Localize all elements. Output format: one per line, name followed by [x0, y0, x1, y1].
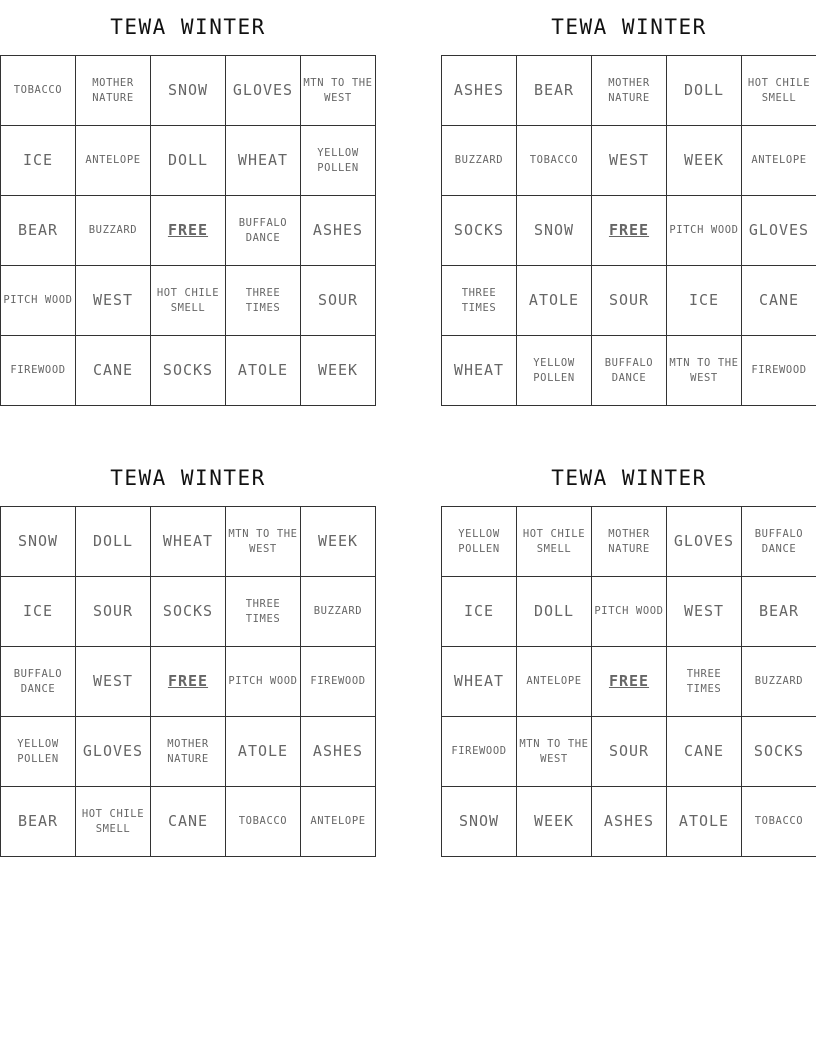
bingo-cell: BUZZARD: [76, 196, 151, 266]
bingo-cell: ICE: [667, 266, 742, 336]
bingo-card: [441, 451, 816, 857]
bingo-cell: SOCKS: [151, 336, 226, 406]
bingo-cell: BUZZARD: [442, 126, 517, 196]
bingo-row: [442, 647, 816, 717]
card-title: TEWA WINTER: [110, 466, 266, 490]
bingo-cell: ANTELOPE: [517, 647, 592, 717]
bingo-cell: ICE: [442, 577, 517, 647]
bingo-row: [442, 717, 816, 787]
bingo-row: [1, 717, 376, 787]
bingo-cell: THREE TIMES: [226, 577, 301, 647]
bingo-row: [442, 196, 816, 266]
bingo-cell: ASHES: [592, 787, 667, 857]
bingo-cell: BUFFALO DANCE: [592, 336, 667, 406]
bingo-cell: CANE: [151, 787, 226, 857]
bingo-row: [442, 336, 816, 406]
bingo-cell: WEEK: [517, 787, 592, 857]
bingo-cell: ATOLE: [667, 787, 742, 857]
free-space: FREE: [592, 647, 667, 717]
bingo-cell: CANE: [667, 717, 742, 787]
bingo-row: [1, 196, 376, 266]
bingo-cell: MTN TO THE WEST: [301, 56, 376, 126]
bingo-row: [442, 507, 816, 577]
bingo-row: [1, 647, 376, 717]
bingo-cell: WHEAT: [442, 647, 517, 717]
bingo-cell: WEEK: [301, 507, 376, 577]
bingo-cell: DOLL: [76, 507, 151, 577]
bingo-cell: DOLL: [667, 56, 742, 126]
bingo-cell: ASHES: [301, 717, 376, 787]
bingo-cell: DOLL: [151, 126, 226, 196]
bingo-cell: ATOLE: [226, 717, 301, 787]
bingo-cell: WHEAT: [151, 507, 226, 577]
bingo-row: [1, 577, 376, 647]
bingo-cell: WEST: [76, 266, 151, 336]
bingo-cell: ASHES: [442, 56, 517, 126]
bingo-cell: MTN TO THE WEST: [226, 507, 301, 577]
bingo-cell: PITCH WOOD: [1, 266, 76, 336]
bingo-cell: SNOW: [517, 196, 592, 266]
bingo-cell: MTN TO THE WEST: [667, 336, 742, 406]
bingo-cell: ATOLE: [517, 266, 592, 336]
bingo-row: [442, 126, 816, 196]
bingo-cell: ANTELOPE: [76, 126, 151, 196]
bingo-cell: WEEK: [667, 126, 742, 196]
bingo-cell: PITCH WOOD: [592, 577, 667, 647]
bingo-cell: SOCKS: [442, 196, 517, 266]
bingo-cell: SNOW: [1, 507, 76, 577]
bingo-cell: FIREWOOD: [442, 717, 517, 787]
free-space: FREE: [151, 647, 226, 717]
bingo-cell: BEAR: [742, 577, 816, 647]
bingo-cell: HOT CHILE SMELL: [517, 507, 592, 577]
bingo-row: [1, 266, 376, 336]
bingo-cell: GLOVES: [667, 507, 742, 577]
bingo-grid: [0, 506, 376, 857]
bingo-cell: BUFFALO DANCE: [226, 196, 301, 266]
bingo-card: [0, 0, 376, 406]
bingo-grid: [0, 55, 376, 406]
bingo-cell: WEST: [667, 577, 742, 647]
bingo-cell: BUFFALO DANCE: [742, 507, 816, 577]
free-space: FREE: [151, 196, 226, 266]
bingo-cell: TOBACCO: [742, 787, 816, 857]
bingo-cell: SOCKS: [742, 717, 816, 787]
bingo-cell: MOTHER NATURE: [76, 56, 151, 126]
bingo-cell: YELLOW POLLEN: [301, 126, 376, 196]
bingo-cell: MTN TO THE WEST: [517, 717, 592, 787]
free-space: FREE: [592, 196, 667, 266]
bingo-cell: GLOVES: [742, 196, 816, 266]
bingo-cell: FIREWOOD: [301, 647, 376, 717]
card-title: TEWA WINTER: [551, 466, 707, 490]
bingo-row: [1, 126, 376, 196]
bingo-cell: WEEK: [301, 336, 376, 406]
bingo-cell: THREE TIMES: [667, 647, 742, 717]
bingo-cell: SOCKS: [151, 577, 226, 647]
bingo-cell: SNOW: [442, 787, 517, 857]
bingo-cell: YELLOW POLLEN: [1, 717, 76, 787]
bingo-cell: WHEAT: [442, 336, 517, 406]
bingo-card: [0, 451, 376, 857]
bingo-cell: BUZZARD: [742, 647, 816, 717]
bingo-row: [1, 336, 376, 406]
bingo-row: [1, 787, 376, 857]
bingo-cell: CANE: [742, 266, 816, 336]
bingo-cell: THREE TIMES: [442, 266, 517, 336]
bingo-cell: FIREWOOD: [742, 336, 816, 406]
bingo-cell: FIREWOOD: [1, 336, 76, 406]
bingo-cell: ASHES: [301, 196, 376, 266]
bingo-cell: BEAR: [1, 787, 76, 857]
bingo-cell: WEST: [76, 647, 151, 717]
bingo-cell: HOT CHILE SMELL: [742, 56, 816, 126]
bingo-row: [442, 266, 816, 336]
bingo-cell: BUFFALO DANCE: [1, 647, 76, 717]
bingo-cell: YELLOW POLLEN: [442, 507, 517, 577]
bingo-cell: ICE: [1, 126, 76, 196]
bingo-cell: ANTELOPE: [742, 126, 816, 196]
bingo-grid: [441, 506, 816, 857]
bingo-cell: YELLOW POLLEN: [517, 336, 592, 406]
bingo-cell: SOUR: [301, 266, 376, 336]
bingo-card: [441, 0, 816, 406]
bingo-row: [1, 56, 376, 126]
bingo-grid: [441, 55, 816, 406]
bingo-cell: SOUR: [76, 577, 151, 647]
bingo-row: [442, 787, 816, 857]
bingo-cell: WHEAT: [226, 126, 301, 196]
bingo-cell: BEAR: [1, 196, 76, 266]
bingo-cell: BEAR: [517, 56, 592, 126]
bingo-cell: GLOVES: [226, 56, 301, 126]
bingo-cell: PITCH WOOD: [667, 196, 742, 266]
bingo-row: [442, 577, 816, 647]
bingo-cell: MOTHER NATURE: [592, 56, 667, 126]
bingo-cell: HOT CHILE SMELL: [76, 787, 151, 857]
bingo-cell: ATOLE: [226, 336, 301, 406]
bingo-cell: SNOW: [151, 56, 226, 126]
bingo-cell: BUZZARD: [301, 577, 376, 647]
card-title: TEWA WINTER: [551, 15, 707, 39]
bingo-cell: SOUR: [592, 266, 667, 336]
bingo-cell: GLOVES: [76, 717, 151, 787]
bingo-row: [1, 507, 376, 577]
bingo-cell: SOUR: [592, 717, 667, 787]
bingo-cell: WEST: [592, 126, 667, 196]
bingo-cell: PITCH WOOD: [226, 647, 301, 717]
bingo-cell: ANTELOPE: [301, 787, 376, 857]
bingo-cell: ICE: [1, 577, 76, 647]
bingo-cell: DOLL: [517, 577, 592, 647]
bingo-row: [442, 56, 816, 126]
bingo-cell: HOT CHILE SMELL: [151, 266, 226, 336]
card-title: TEWA WINTER: [110, 15, 266, 39]
bingo-cell: TOBACCO: [226, 787, 301, 857]
bingo-cell: MOTHER NATURE: [151, 717, 226, 787]
bingo-cell: THREE TIMES: [226, 266, 301, 336]
bingo-cell: TOBACCO: [1, 56, 76, 126]
bingo-cell: TOBACCO: [517, 126, 592, 196]
bingo-cell: MOTHER NATURE: [592, 507, 667, 577]
bingo-cell: CANE: [76, 336, 151, 406]
